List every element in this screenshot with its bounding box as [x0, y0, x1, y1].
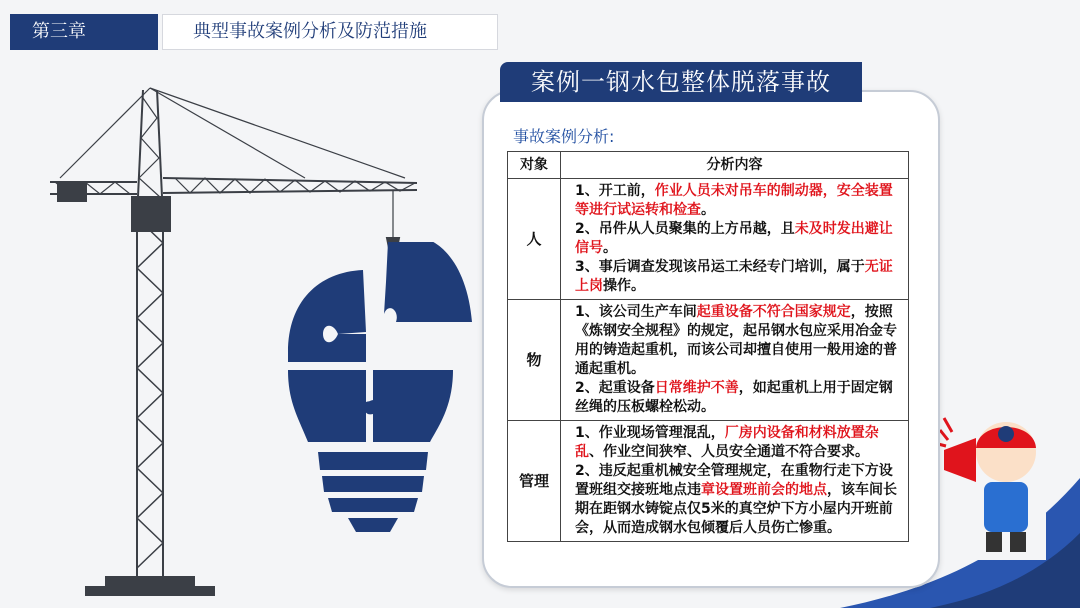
chapter-title: 典型事故案例分析及防范措施	[162, 14, 498, 50]
highlight-text: 厂房内设备和材料放置杂乱	[575, 425, 879, 460]
content-text: ，按照《炼钢安全规程》的规定，起吊钢水包应采用冶金专用的铸造起重机，而该公司却擅自使用一般用途的普通起重机。	[575, 304, 897, 377]
content-text: ，该车间长期在距钢水铸锭点仅5米的真空炉下方小屋内开班前会，从而造成钢水包倾覆后人员伤亡惨重。	[575, 482, 897, 536]
puzzle-lightbulb-illustration	[278, 242, 478, 542]
header-object: 对象	[508, 152, 561, 179]
row-content	[561, 300, 909, 421]
content-text: 1、该公司生产车间	[575, 304, 697, 320]
section-label: 事故案例分析:	[513, 127, 615, 146]
analysis-table	[507, 151, 909, 542]
content-line	[575, 182, 900, 220]
content-line	[575, 424, 900, 462]
content-text: ，如起重机上用于固定钢丝绳的压板螺栓松动。	[575, 380, 893, 415]
row-content	[561, 179, 909, 300]
case-title-banner: 案例一钢水包整体脱落事故	[500, 62, 862, 102]
content-line	[575, 303, 900, 379]
table-row	[508, 421, 909, 542]
content-line	[575, 258, 900, 296]
highlight-text: 起重设备不符合国家规定	[696, 304, 851, 320]
highlight-text: 章设置班前会的地点	[701, 482, 827, 498]
highlight-text: 无证上岗	[575, 259, 893, 294]
table-row	[508, 179, 909, 300]
row-content	[561, 421, 909, 542]
content-text: 。	[603, 240, 617, 256]
content-text: 2、违反起重机械安全管理规定，在重物行走下方设置班组交接班地点违	[575, 463, 893, 498]
row-object: 管理	[508, 421, 561, 542]
content-line	[575, 379, 900, 417]
content-text: 。	[701, 202, 715, 218]
row-object: 物	[508, 300, 561, 421]
content-line	[575, 462, 900, 538]
table-row	[508, 300, 909, 421]
highlight-text: 作业人员未对吊车的制动器，安全装置等进行试运转和检查	[575, 183, 893, 218]
header-content: 分析内容	[561, 152, 909, 179]
row-object: 人	[508, 179, 561, 300]
content-text: 3、事后调查发现该吊运工未经专门培训，属于	[575, 259, 865, 275]
highlight-text: 日常维护不善	[654, 380, 739, 396]
content-text: 2、吊件从人员聚集的上方吊越，且	[575, 221, 795, 237]
content-text: 操作。	[603, 278, 645, 294]
content-line	[575, 220, 900, 258]
table-header-row	[508, 152, 909, 179]
megaphone-worker-mascot	[936, 410, 1046, 560]
content-text: 1、开工前，	[575, 183, 655, 199]
content-text: 2、起重设备	[575, 380, 655, 396]
content-text: 、作业空间狭窄、人员安全通道不符合要求。	[589, 444, 869, 460]
highlight-text: 未及时发出避让信号	[575, 221, 893, 256]
chapter-tab: 第三章	[10, 14, 158, 50]
content-text: 1、作业现场管理混乱，	[575, 425, 725, 441]
